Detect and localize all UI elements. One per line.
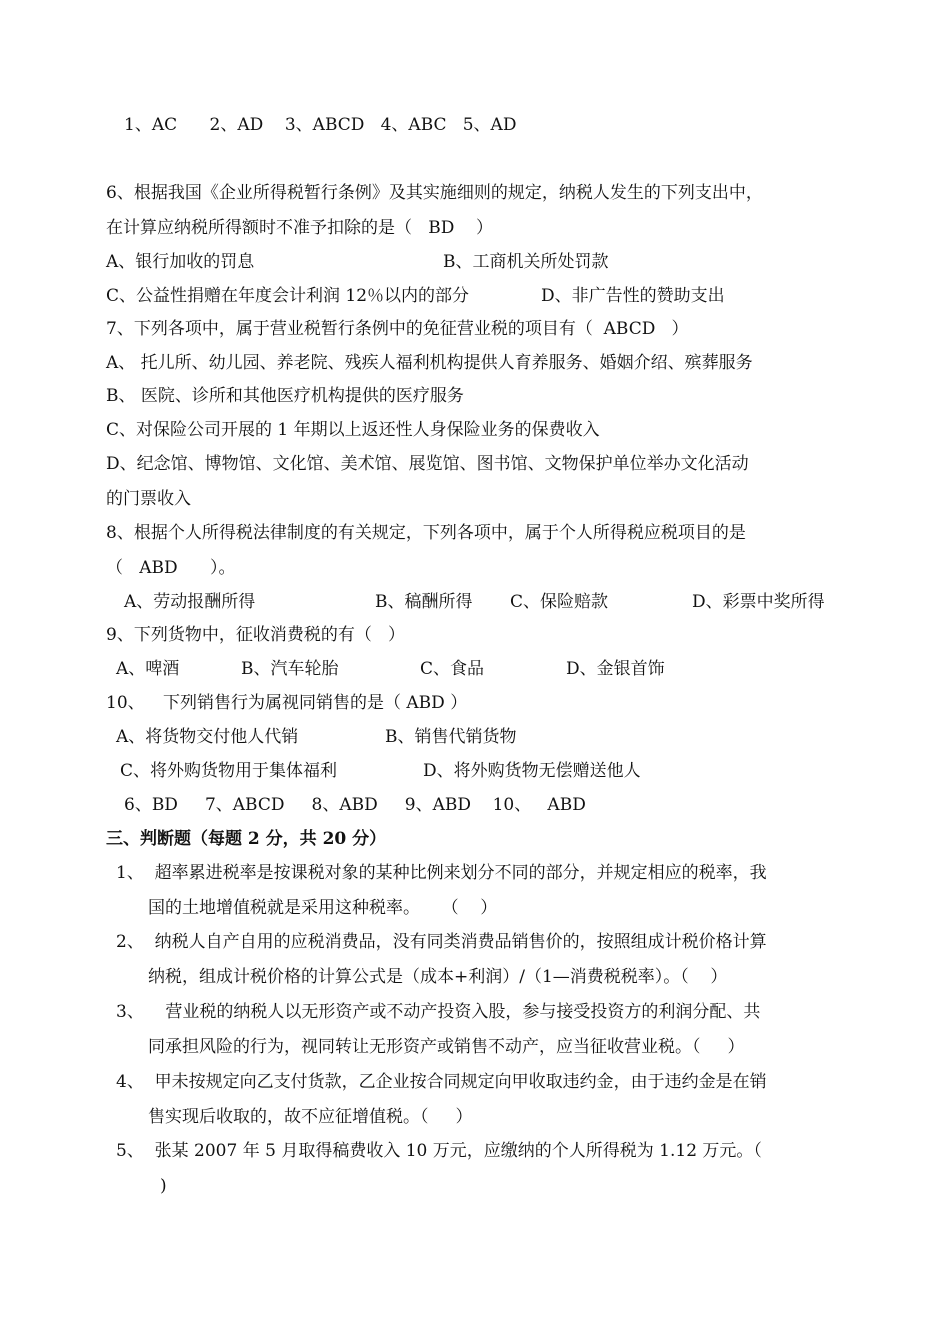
question-10-number: 10、 [106, 693, 145, 713]
question-9-stem: 9、下列货物中，征收消费税的有（ ） [106, 625, 406, 645]
judgment-1-line1: 1、 超率累进税率是按课税对象的某种比例来划分不同的部分，并规定相应的税率，我 [116, 863, 767, 883]
question-7-option-d-line2: 的门票收入 [106, 489, 191, 509]
question-7-option-a: A、 托儿所、幼儿园、养老院、残疾人福利机构提供人育养服务、婚姻介绍、殡葬服务 [106, 353, 753, 373]
question-7-stem: 7、下列各项中，属于营业税暂行条例中的免征营业税的项目有（ ABCD ） [106, 319, 689, 339]
question-8-stem: 8、根据个人所得税法律制度的有关规定，下列各项中，属于个人所得税应税项目的是 [106, 523, 746, 543]
judgment-4-line1: 4、 甲未按规定向乙支付货款，乙企业按合同规定向甲收取违约金，由于违约金是在销 [116, 1072, 767, 1092]
question-8-option-c: C、保险赔款 [510, 592, 609, 612]
question-9-option-d: D、金银首饰 [566, 659, 665, 679]
judgment-5-line2: ) [160, 1176, 167, 1196]
question-6-stem-line2: 在计算应纳税所得额时不准予扣除的是（ BD ） [106, 218, 493, 238]
judgment-2-line2: 纳税，组成计税价格的计算公式是（成本+利润）/（1—消费税税率）。（ ） [148, 967, 728, 987]
question-6-option-a: A、银行加收的罚息 [106, 252, 255, 272]
judgment-1-line2: 国的土地增值税就是采用这种税率。 （ ） [148, 898, 498, 918]
question-7-option-d-line1: D、纪念馆、博物馆、文化馆、美术馆、展览馆、图书馆、文物保护单位举办文化活动 [106, 454, 749, 474]
judgment-5-line1: 5、 张某 2007 年 5 月取得稿费收入 10 万元，应缴纳的个人所得税为 1.12 万元。（ [116, 1141, 762, 1161]
question-9-option-b: B、汽车轮胎 [241, 659, 339, 679]
question-7-option-b: B、 医院、诊所和其他医疗机构提供的医疗服务 [106, 386, 464, 406]
question-10-option-d: D、将外购货物无偿赠送他人 [423, 761, 641, 781]
question-6-option-d: D、非广告性的赞助支出 [541, 286, 725, 306]
question-10-option-c: C、将外购货物用于集体福利 [120, 761, 338, 781]
question-6-stem-line1: 6、根据我国《企业所得税暂行条例》及其实施细则的规定，纳税人发生的下列支出中， [106, 183, 763, 203]
question-8-option-d: D、彩票中奖所得 [692, 592, 825, 612]
answers-6-10: 6、BD 7、ABCD 8、ABD 9、ABD 10、 ABD [124, 795, 586, 815]
judgment-4-line2: 售实现后收取的，故不应征增值税。（ ） [148, 1107, 473, 1127]
question-10-option-b: B、销售代销货物 [385, 727, 517, 747]
question-9-option-c: C、食品 [420, 659, 485, 679]
judgment-3-line2: 同承担风险的行为，视同转让无形资产或销售不动产，应当征收营业税。（ ） [148, 1037, 745, 1057]
question-8-answer: （ ABD ）。 [106, 558, 236, 578]
question-8-option-b: B、稿酬所得 [375, 592, 473, 612]
question-7-option-c: C、对保险公司开展的 1 年期以上返还性人身保险业务的保费收入 [106, 420, 600, 440]
question-10-stem: 下列销售行为属视同销售的是（ ABD ） [163, 693, 468, 713]
question-9-option-a: A、啤酒 [116, 659, 180, 679]
question-8-option-a: A、劳动报酬所得 [124, 592, 256, 612]
question-6-option-b: B、工商机关所处罚款 [443, 252, 609, 272]
judgment-3-line1: 3、 营业税的纳税人以无形资产或不动产投资入股，参与接受投资方的利润分配、共 [116, 1002, 761, 1022]
question-10-option-a: A、将货物交付他人代销 [116, 727, 299, 747]
section-3-heading: 三、判断题（每题 2 分，共 20 分） [106, 829, 387, 849]
judgment-2-line1: 2、 纳税人自产自用的应税消费品，没有同类消费品销售价的，按照组成计税价格计算 [116, 932, 767, 952]
answers-1-5: 1、AC 2、AD 3、ABCD 4、ABC 5、AD [124, 115, 517, 135]
question-6-option-c: C、公益性捐赠在年度会计利润 12％以内的部分 [106, 286, 470, 306]
